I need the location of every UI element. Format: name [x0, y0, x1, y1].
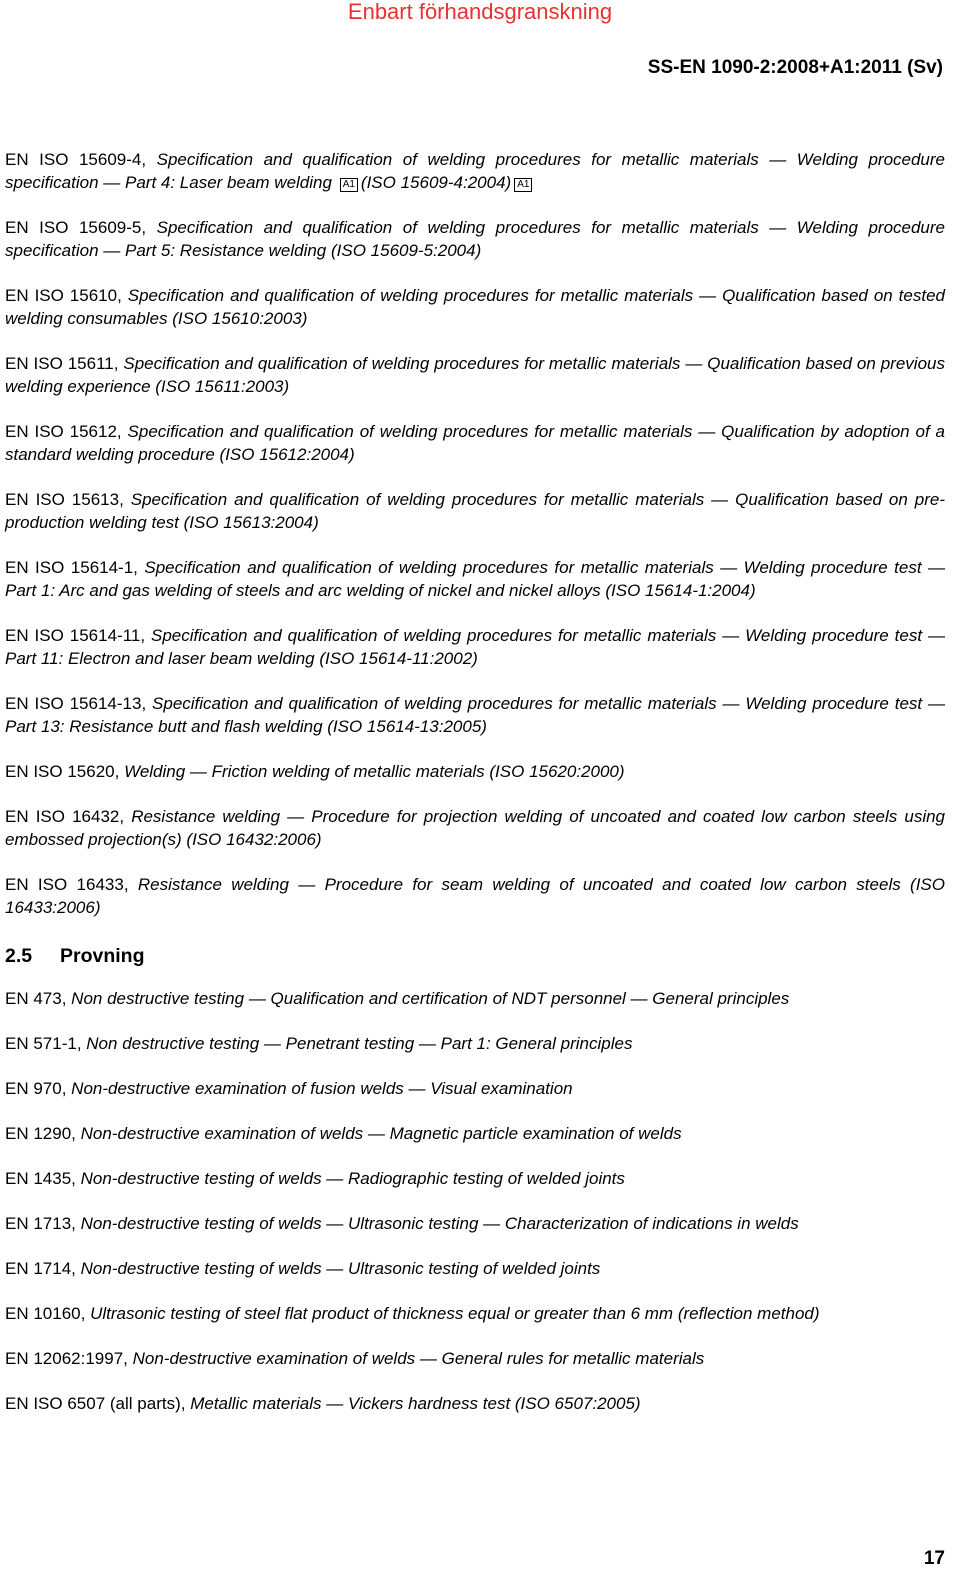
reference-entry — [5, 1167, 945, 1190]
page-number: 17 — [923, 1548, 945, 1569]
reference-list-testing — [5, 987, 945, 1415]
reference-title: Non-destructive examination of welds — General rules for metallic materials — [132, 1349, 705, 1368]
reference-entry — [5, 1077, 945, 1100]
document-identifier: SS-EN 1090-2:2008+A1:2011 (Sv) — [647, 57, 943, 78]
reference-entry — [5, 1212, 945, 1235]
reference-title: Non-destructive examination of fusion welds — Visual examination — [71, 1079, 573, 1098]
reference-entry — [5, 1122, 945, 1145]
reference-code: EN ISO 16432, — [5, 807, 125, 826]
reference-code: EN ISO 16433, — [5, 875, 129, 894]
reference-entry — [5, 148, 945, 194]
reference-code: EN ISO 6507 (all parts), — [5, 1394, 186, 1413]
reference-entry — [5, 987, 945, 1010]
reference-title: Non-destructive testing of welds — Ultrasonic testing of welded joints — [80, 1259, 601, 1278]
reference-code: EN ISO 15611, — [5, 354, 119, 373]
reference-title: Non destructive testing — Penetrant testing — Part 1: General principles — [86, 1034, 633, 1053]
reference-entry — [5, 1302, 945, 1325]
reference-title: Metallic materials — Vickers hardness test (ISO 6507:2005) — [190, 1394, 641, 1413]
reference-title: Specification and qualification of welding procedures for metallic materials — Qualification based on pre-production welding test (ISO 15613:2004) — [5, 490, 945, 532]
reference-entry — [5, 420, 945, 466]
reference-title: Non destructive testing — Qualification and certification of NDT personnel — General principles — [71, 989, 790, 1008]
amendment-end-marker: A1 — [514, 178, 532, 192]
reference-code: EN 1714, — [5, 1259, 76, 1278]
reference-title: Specification and qualification of welding procedures for metallic materials — Qualification by adoption of a standard welding procedure (ISO 15612:2004) — [5, 422, 946, 464]
reference-entry — [5, 284, 945, 330]
reference-code: EN ISO 15614-11, — [5, 626, 146, 645]
reference-entry — [5, 805, 945, 851]
reference-entry — [5, 216, 945, 262]
reference-code: EN 1435, — [5, 1169, 76, 1188]
reference-code: EN 12062:1997, — [5, 1349, 128, 1368]
section-title: Provning — [60, 945, 145, 967]
reference-code: EN ISO 15610, — [5, 286, 122, 305]
reference-code: EN 1713, — [5, 1214, 76, 1233]
reference-title: Specification and qualification of welding procedures for metallic materials — Welding procedure specification — Part 5: Resistance welding (ISO 15609-5:2004) — [5, 218, 946, 260]
reference-entry — [5, 352, 945, 398]
reference-iso-number: (ISO 15609-4:2004) — [360, 173, 512, 192]
reference-entry — [5, 692, 945, 738]
reference-title: Specification and qualification of welding procedures for metallic materials — Qualification based on tested welding consumables (ISO 15610:2003) — [5, 286, 945, 328]
reference-code: EN ISO 15612, — [5, 422, 122, 441]
reference-title: Specification and qualification of welding procedures for metallic materials — Welding procedure test — Part 1: Arc and gas welding of steels and arc welding of nickel and nickel alloys (ISO 15614-1:2004) — [5, 558, 945, 600]
section-heading — [5, 945, 945, 968]
reference-code: EN 1290, — [5, 1124, 76, 1143]
reference-title: Specification and qualification of welding procedures for metallic materials — Welding procedure specification — Part 4: Laser beam welding — [5, 150, 946, 192]
reference-code: EN ISO 15620, — [5, 762, 120, 781]
reference-code: EN ISO 15613, — [5, 490, 124, 509]
amendment-start-marker: A1 — [340, 178, 358, 192]
reference-entry — [5, 624, 945, 670]
reference-list-welding — [5, 148, 945, 919]
document-body — [5, 148, 945, 1437]
reference-code: EN ISO 15614-13, — [5, 694, 147, 713]
reference-entry — [5, 488, 945, 534]
reference-entry — [5, 1392, 945, 1415]
reference-entry — [5, 873, 945, 919]
reference-code: EN 10160, — [5, 1304, 86, 1323]
reference-title: Specification and qualification of welding procedures for metallic materials — Qualification based on previous welding experience (ISO 15611:2003) — [5, 354, 945, 396]
reference-title: Non-destructive testing of welds — Radiographic testing of welded joints — [80, 1169, 625, 1188]
reference-entry — [5, 1257, 945, 1280]
reference-code: EN ISO 15609-5, — [5, 218, 147, 237]
preview-watermark: Enbart förhandsgranskning — [347, 0, 613, 24]
reference-entry — [5, 1347, 945, 1370]
reference-code: EN 970, — [5, 1079, 67, 1098]
reference-title: Non-destructive testing of welds — Ultrasonic testing — Characterization of indications in welds — [80, 1214, 799, 1233]
reference-title: Resistance welding — Procedure for seam welding of uncoated and coated low carbon steels (ISO 16433:2006) — [5, 875, 945, 917]
reference-entry — [5, 760, 945, 783]
reference-title: Ultrasonic testing of steel flat product of thickness equal or greater than 6 mm (reflection method) — [90, 1304, 820, 1323]
reference-entry — [5, 556, 945, 602]
section-number: 2.5 — [5, 945, 33, 967]
reference-code: EN ISO 15614-1, — [5, 558, 138, 577]
reference-title: Welding — Friction welding of metallic materials (ISO 15620:2000) — [124, 762, 625, 781]
reference-code: EN ISO 15609-4, — [5, 150, 147, 169]
reference-title: Resistance welding — Procedure for projection welding of uncoated and coated low carbon steels using embossed projection(s) (ISO 16432:2006) — [5, 807, 945, 849]
reference-title: Non-destructive examination of welds — Magnetic particle examination of welds — [80, 1124, 682, 1143]
reference-title: Specification and qualification of welding procedures for metallic materials — Welding procedure test — Part 13: Resistance butt and flash welding (ISO 15614-13:2005) — [5, 694, 945, 736]
reference-title: Specification and qualification of welding procedures for metallic materials — Welding procedure test — Part 11: Electron and laser beam welding (ISO 15614-11:2002) — [5, 626, 945, 668]
reference-entry — [5, 1032, 945, 1055]
reference-code: EN 473, — [5, 989, 67, 1008]
reference-code: EN 571-1, — [5, 1034, 82, 1053]
